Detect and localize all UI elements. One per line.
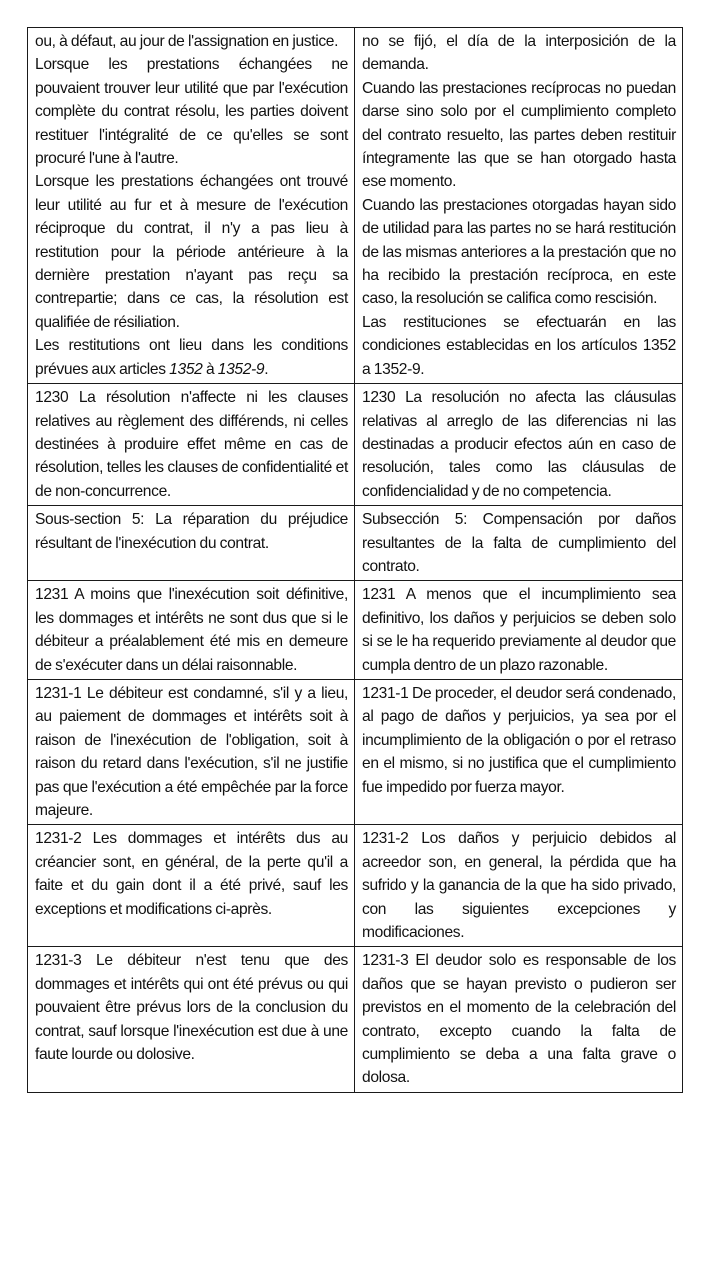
article-reference: 1352-9: [217, 360, 265, 378]
table-row: [28, 384, 683, 506]
spanish-cell: [355, 825, 683, 947]
french-cell: [28, 825, 355, 947]
table-row: [28, 947, 683, 1092]
french-paragraph: 1231 A moins que l'inexécution soit définitive, les dommages et intérêts ne sont dus que si le débiteur a préalablement été mis en demeure de s'exécuter dans un délai raisonnable.: [35, 586, 348, 674]
french-paragraph: 1231-2 Les dommages et intérêts dus au créancier sont, en général, de la perte qu'il a faite et du gain dont il a été privé, sauf les exceptions et modifications ci-après.: [35, 830, 348, 918]
french-paragraph: 1230 La résolution n'affecte ni les clauses relatives au règlement des différends, ni celles destinées à produire effet même en cas de résolution, telles les clauses de confidentialité et de non-concurrence.: [35, 389, 348, 500]
french-cell: [28, 384, 355, 506]
spanish-paragraph: 1230 La resolución no afecta las cláusulas relativas al arreglo de las diferencias ni las destinadas a producir efectos aún en caso de resolución, tales como las cláusulas de confidencialidad y de no competencia.: [362, 389, 676, 500]
french-cell: [28, 679, 355, 824]
spanish-cell: [355, 28, 683, 384]
table-row: [28, 28, 683, 384]
french-cell: [28, 506, 355, 581]
reference-connector: à: [202, 360, 218, 378]
spanish-paragraph: Cuando las prestaciones otorgadas hayan sido de utilidad para las partes no se hará restitución de las mismas anteriores a la prestación que no ha recibido la prestación recíproca, en este caso, la resolución se califica como rescisión.: [362, 196, 676, 308]
table-row: [28, 679, 683, 824]
bilingual-article-table: [27, 27, 683, 1093]
spanish-paragraph: no se fijó, el día de la interposición de la demanda.: [362, 33, 676, 74]
table-row: [28, 825, 683, 947]
french-paragraph: Lorsque les prestations échangées ont trouvé leur utilité au fur et à mesure de l'exécution réciproque du contrat, il n'y a pas lieu à restitution pour la période antérieure à la dernière prestation n'ayant pas reçu sa contrepartie; dans ce cas, la résolution est qualifiée de résiliation.: [35, 173, 348, 331]
spanish-subsection-heading: Subsección 5: Compensación por daños resultantes de la falta de cumplimiento del contrato.: [362, 511, 676, 575]
spanish-cell: [355, 384, 683, 506]
spanish-cell: [355, 581, 683, 680]
french-cell: [28, 947, 355, 1092]
french-paragraph: 1231-3 Le débiteur n'est tenu que des dommages et intérêts qui ont été prévus ou qui pouvaient être prévus lors de la conclusion du contrat, sauf lorsque l'inexécution est due à une faute lourde ou dolosive.: [35, 952, 348, 1064]
table-row: [28, 581, 683, 680]
spanish-cell: [355, 679, 683, 824]
reference-end: .: [264, 360, 269, 378]
reference-lead-text: Les restitutions ont lieu dans les conditions prévues aux articles: [35, 337, 348, 378]
spanish-paragraph: 1231-2 Los daños y perjuicio debidos al acreedor son, en general, la pérdida que ha sufrido y la ganancia de la que ha sido privado, con las siguientes excepciones y modificaciones.: [362, 830, 676, 942]
french-paragraph: 1231-1 Le débiteur est condamné, s'il y a lieu, au paiement de dommages et intérêts soit à raison de l'inexécution de l'obligation, soit à raison du retard dans l'exécution, s'il ne justifie pas que l'exécution a été empêchée par la force majeure.: [35, 684, 348, 819]
french-paragraph: ou, à défaut, au jour de l'assignation en justice.: [35, 33, 339, 50]
article-reference: 1352: [169, 360, 203, 378]
spanish-paragraph: Las restituciones se efectuarán en las condiciones establecidas en los artículos 1352 a 1352-9.: [362, 313, 676, 378]
spanish-paragraph: 1231-1 De proceder, el deudor será condenado, al pago de daños y perjuicios, ya sea por el incumplimiento de la obligación o por el retraso en el mismo, si no justifica que el cumplimiento fue impedido por fuerza mayor.: [362, 684, 676, 796]
french-subsection-heading: Sous-section 5: La réparation du préjudice résultant de l'inexécution du contrat.: [35, 511, 348, 552]
french-cell: [28, 28, 355, 384]
spanish-paragraph: 1231-3 El deudor solo es responsable de los daños que se hayan previsto o pudieron ser previstos en el momento de la celebración del contrato, excepto cuando la falta de cumplimiento se deba a una falta grave o dolosa.: [362, 952, 676, 1087]
spanish-cell: [355, 947, 683, 1092]
table-row: [28, 506, 683, 581]
french-paragraph-references: [35, 334, 348, 381]
spanish-paragraph: Cuando las prestaciones recíprocas no puedan darse sino solo por el cumplimiento completo del contrato resuelto, las partes deben restituir íntegramente las que se han otorgado hasta ese momento.: [362, 79, 676, 191]
spanish-paragraph: 1231 A menos que el incumplimiento sea definitivo, los daños y perjuicios se deben solo si se le ha requerido previamente al deudor que cumpla dentro de un plazo razonable.: [362, 586, 676, 674]
spanish-cell: [355, 506, 683, 581]
french-paragraph: Lorsque les prestations échangées ne pouvaient trouver leur utilité que par l'exécution complète du contrat résolu, les parties doivent restituer l'intégralité de ce qu'elles se sont procuré l'une à l'autre.: [35, 56, 348, 168]
french-cell: [28, 581, 355, 680]
